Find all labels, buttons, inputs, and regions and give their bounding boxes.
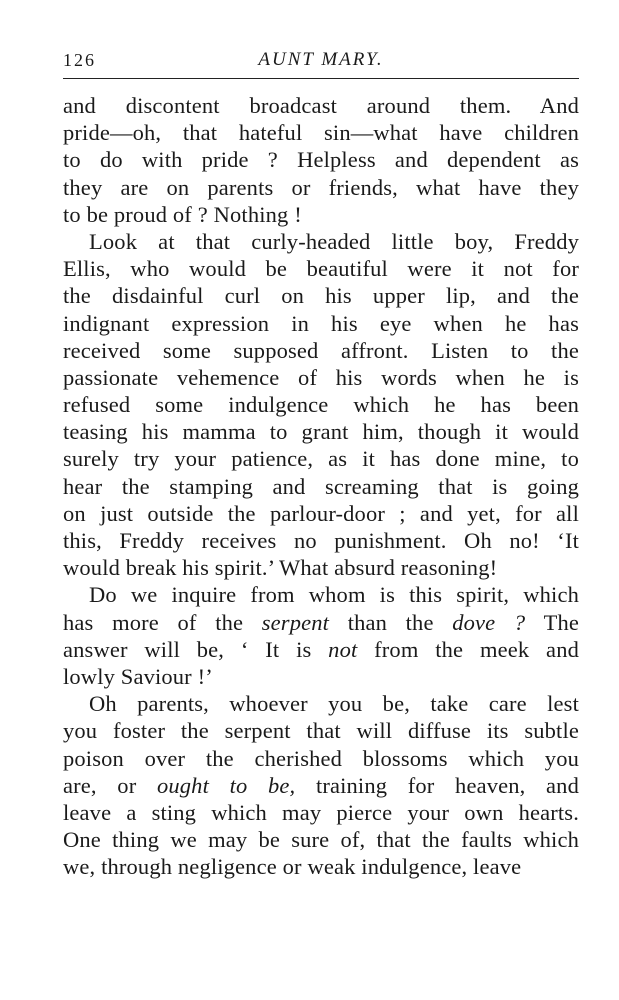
paragraph [63,228,579,581]
page-number: 126 [63,50,96,70]
text-segment: this, Freddy receives no punishment. Oh no! ‘It [63,528,579,553]
text-line [63,826,579,853]
text-segment: training for heaven, and [295,772,579,798]
text-line [63,364,579,391]
book-page [63,46,579,880]
text-segment: leave a sting which may pierce your own hearts. [63,799,579,825]
text-line [63,745,579,772]
text-segment: the disdainful curl on his upper lip, and the [63,283,579,309]
paragraph [63,690,579,880]
text-segment: are, or [63,772,157,798]
text-segment: Look at that curly-headed little boy, Freddy [89,228,579,254]
text-line [63,337,579,364]
header-rule [63,78,579,79]
text-line [63,609,579,636]
text-line [63,554,579,581]
text-line [63,119,579,146]
text-line [63,228,579,255]
text-line [63,636,579,663]
text-line [63,717,579,744]
text-segment: to do with pride ? Helpless and dependent as [63,147,579,173]
text-line [63,92,579,119]
text-segment: pride—oh, that hateful sin—what have children [63,120,579,146]
italic-text: ought to be, [156,772,296,798]
text-segment: from the meek and [357,636,579,662]
text-segment: The [525,609,579,635]
text-segment: teasing his mamma to grant him, though it would [63,419,579,445]
text-segment: lowly Saviour !’ [63,663,213,689]
text-segment: refused some indulgence which he has been [63,392,579,418]
text-line [63,174,579,201]
paragraph [63,581,579,690]
text-line [63,473,579,500]
text-segment: they are on parents or friends, what have they [63,174,579,200]
text-segment: answer will be, ‘ It is [63,636,329,662]
text-segment: to be proud of ? Nothing ! [63,201,302,227]
text-segment: indignant expression in his eye when he has [63,310,579,336]
italic-text: serpent [261,609,330,635]
running-title: AUNT MARY. [258,49,384,70]
text-segment: we, through negligence or weak indulgence, leave [63,854,522,880]
text-segment: and discontent broadcast around them. And [63,93,579,118]
text-segment: poison over the cherished blossoms which you [63,745,579,771]
text-line [63,799,579,826]
text-segment: Oh parents, whoever you be, take care lest [89,691,579,717]
text-segment: One thing we may be sure of, that the faults which [63,827,579,853]
text-line [63,527,579,554]
text-line [63,663,579,690]
text-segment: hear the stamping and screaming that is going [63,473,579,499]
text-line [63,146,579,173]
text-segment: received some supposed affront. Listen to the [63,337,579,363]
text-line [63,255,579,282]
text-line [63,772,579,799]
text-line [63,853,579,880]
body-text [63,92,579,880]
text-line [63,391,579,418]
text-line [63,445,579,472]
running-head [63,46,579,76]
text-segment: surely try your patience, as it has done mine, to [63,446,579,472]
text-line [63,310,579,337]
text-line [63,201,579,228]
paragraph [63,92,579,228]
text-line [63,282,579,309]
text-segment: would break his spirit.’ What absurd reasoning! [63,555,498,581]
text-line [63,690,579,717]
text-segment: has more of the [63,609,262,635]
text-line [63,500,579,527]
text-segment: than the [329,609,453,635]
italic-text: dove ? [452,609,526,635]
text-segment: you foster the serpent that will diffuse its subtle [63,718,579,744]
text-segment: passionate vehemence of his words when he is [63,364,579,390]
italic-text: not [328,636,358,662]
text-segment: Ellis, who would be beautiful were it not for [63,256,579,282]
text-line [63,581,579,608]
text-line [63,418,579,445]
text-segment: Do we inquire from whom is this spirit, which [89,582,579,608]
text-segment: on just outside the parlour-door ; and yet, for all [63,500,579,526]
